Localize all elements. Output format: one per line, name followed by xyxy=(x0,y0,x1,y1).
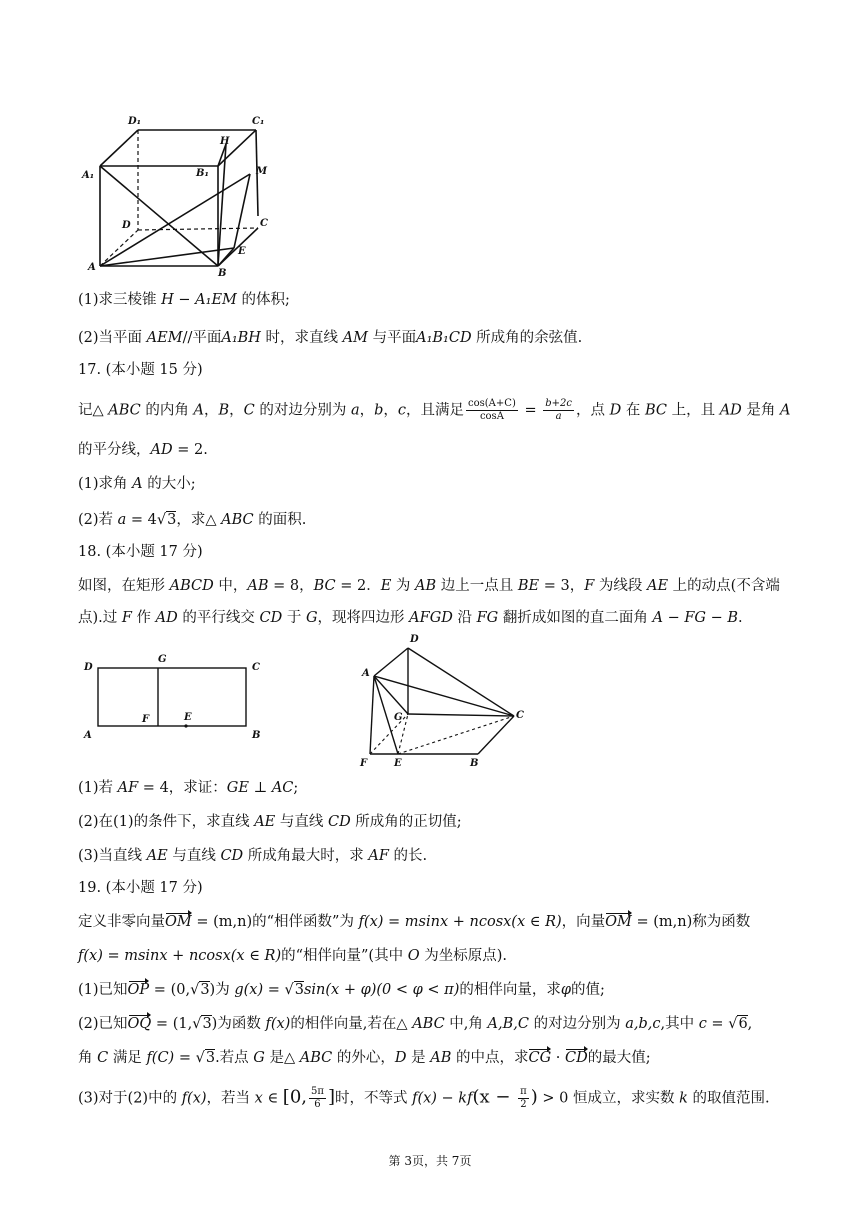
fig1-label-G: G xyxy=(158,654,167,665)
fig1-label-D: D xyxy=(84,662,93,673)
q19-part2-line1: (2)已知OQ = (1,√3)为函数 f(x)的相伴向量,若在△ ABC 中,角 A,B,C 的对边分别为 a,b,c,其中 c = √6, xyxy=(78,1016,753,1032)
fig1-label-B: B xyxy=(252,730,261,741)
fig1-label-F: F xyxy=(142,714,150,725)
q18-folded-figure xyxy=(352,632,536,772)
fig2-label-G: G xyxy=(394,712,403,723)
q18-rectangle-figure xyxy=(78,650,268,742)
q19-part2-line2: 角 C 满足 f(C) = √3.若点 G 是△ ABC 的外心，D 是 AB 的中点，求CG · CD的最大值; xyxy=(78,1050,651,1066)
label-H: H xyxy=(220,136,230,147)
q18-heading: 18. (本小题 17 分) xyxy=(78,544,203,560)
fig1-label-A: A xyxy=(84,730,92,741)
q16-part1: (1)求三棱锥 H − A₁EM 的体积; xyxy=(78,292,290,308)
label-M: M xyxy=(256,166,268,177)
fig2-label-B: B xyxy=(470,758,479,769)
label-B: B xyxy=(218,268,227,278)
q17-heading: 17. (本小题 15 分) xyxy=(78,362,203,378)
q16-prism-figure xyxy=(74,108,284,278)
q18-stem-line1: 如图，在矩形 ABCD 中，AB = 8，BC = 2．E 为 AB 边上一点且 BE = 3，F 为线段 AE 上的动点(不含端 xyxy=(78,578,780,594)
label-E: E xyxy=(238,246,246,257)
fraction-b2c: $\frac{b+2c}{a}$ xyxy=(545,398,572,422)
fraction-5pi-6: $\frac{5\pi}{6}$ xyxy=(311,1086,324,1110)
label-A: A xyxy=(88,262,96,273)
label-C: C xyxy=(260,218,268,229)
fraction-cos: $\frac{\cos(A+C)}{\cos A}$ xyxy=(468,398,516,422)
label-A1: A₁ xyxy=(82,170,95,181)
q19-heading: 19. (本小题 17 分) xyxy=(78,880,203,896)
label-B1: B₁ xyxy=(196,168,209,179)
label-D: D xyxy=(122,220,131,231)
q19-stem-line2: f(x) = msinx + ncosx(x ∈ R)的“相伴向量”(其中 O 为坐标原点). xyxy=(78,948,507,964)
q18-part2: (2)在(1)的条件下，求直线 AE 与直线 CD 所成角的正切值; xyxy=(78,814,462,830)
fig2-label-F: F xyxy=(360,758,368,769)
q19-stem-line1: 定义非零向量OM = (m,n)的“相伴函数”为 f(x) = msinx + ncosx(x ∈ R)，向量OM = (m,n)称为函数 xyxy=(78,914,751,930)
q19-part3: (3)对于(2)中的 f(x)，若当 x ∈ [0, $\frac{5\pi}{6}$ ]时，不等式 f(x) − kf(x − $\frac{\pi}{2}$ ) > 0 恒成立，求实数 k 的取值范围. xyxy=(78,1086,770,1110)
label-C1: C₁ xyxy=(252,116,265,127)
label-D1: D₁ xyxy=(128,116,142,127)
q17-stem-line1: 记△ ABC 的内角 A，B，C 的对边分别为 a，b，c，且满足 $\frac{\cos(A+C)}{\cos A}$ = $\frac{b+2c}{a}$ ，点 D 在 BC 上，且 AD 是角 A xyxy=(78,398,791,422)
fig1-label-E: E xyxy=(184,712,192,723)
q18-part3: (3)当直线 AE 与直线 CD 所成角最大时，求 AF 的长. xyxy=(78,848,428,864)
q17-stem-line2: 的平分线，AD = 2. xyxy=(78,442,208,458)
q17-part1: (1)求角 A 的大小; xyxy=(78,476,196,492)
fig2-label-E: E xyxy=(394,758,402,769)
fig2-label-C: C xyxy=(516,710,524,721)
page-footer: 第 3页，共 7页 xyxy=(388,1154,472,1168)
q19-part1: (1)已知OP = (0,√3)为 g(x) = √3sin(x + φ)(0 < φ < π)的相伴向量，求φ的值; xyxy=(78,982,605,998)
q16-part2: (2)当平面 AEM//平面A₁BH 时，求直线 AM 与平面A₁B₁CD 所成角的余弦值. xyxy=(78,330,583,346)
fraction-pi-2: $\frac{\pi}{2}$ xyxy=(520,1086,527,1110)
q18-part1: (1)若 AF = 4，求证：GE ⊥ AC; xyxy=(78,780,299,796)
fig2-label-D: D xyxy=(410,634,419,645)
fig2-label-A: A xyxy=(362,668,370,679)
q17-part2: (2)若 a = 4√3，求△ ABC 的面积. xyxy=(78,512,307,528)
fig1-label-C: C xyxy=(252,662,260,673)
q18-stem-line2: 点).过 F 作 AD 的平行线交 CD 于 G，现将四边形 AFGD 沿 FG 翻折成如图的直二面角 A − FG − B. xyxy=(78,610,743,626)
